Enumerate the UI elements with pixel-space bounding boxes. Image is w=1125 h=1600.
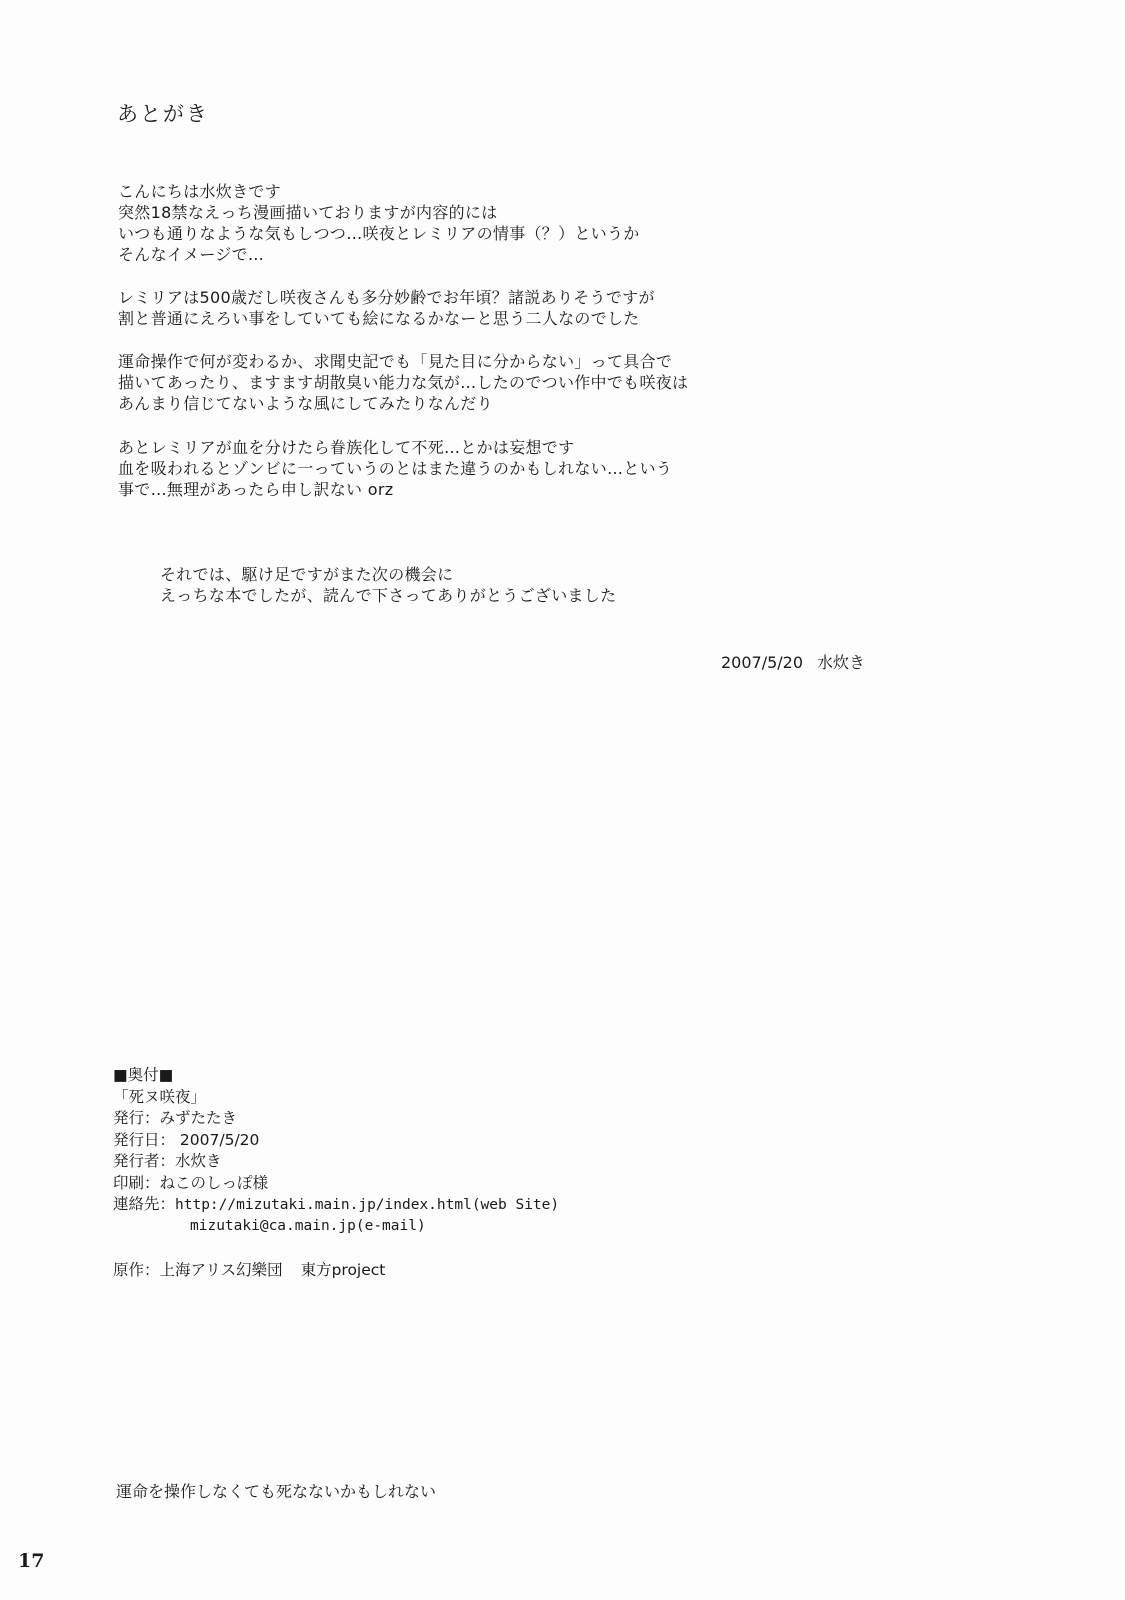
page-title: あとがき	[117, 102, 209, 126]
text-line: 運命操作で何が変わるか、求聞史記でも「見た目に分からない」って具合で	[118, 352, 673, 371]
colophon-date: 発行日： 2007/5/20	[113, 1130, 260, 1149]
colophon-title: 「死ヌ咲夜」	[113, 1087, 207, 1106]
text-line: あとレミリアが血を分けたら眷族化して不死…とかは妄想です	[118, 438, 575, 457]
text-line: あんまり信じてないような風にしてみたりなんだり	[118, 394, 493, 413]
text-line: レミリアは500歳だし咲夜さんも多分妙齢でお年頃？諸説ありそうですが	[118, 288, 655, 307]
afterword-paragraph-4	[118, 437, 672, 500]
original-work-label: 原作：上海アリス幻樂団	[113, 1261, 283, 1279]
signature-date: 2007/5/20	[721, 653, 804, 672]
afterword-paragraph-1	[118, 181, 640, 265]
text-line: そんなイメージで…	[118, 245, 265, 264]
text-line: 突然18禁なえっち漫画描いておりますが内容的には	[118, 203, 498, 222]
colophon-publisher: 発行：みずたたき	[113, 1109, 238, 1127]
signature-author: 水炊き	[817, 653, 866, 672]
contact-email: mizutaki@ca.main.jp(e-mail)	[190, 1217, 426, 1234]
original-work-project: 東方project	[300, 1261, 386, 1279]
afterword-paragraph-3	[118, 351, 688, 414]
text-line: 割と普通にえろい事をしていても絵になるかなーと思う二人なのでした	[118, 309, 640, 328]
colophon-heading: ■奥付■	[113, 1066, 174, 1084]
text-line: 血を吸われるとゾンビに一っていうのとはまた違うのかもしれない…という	[118, 459, 673, 478]
colophon-issuer: 発行者：水炊き	[113, 1152, 222, 1170]
signature	[721, 650, 865, 673]
closing-message	[160, 564, 616, 606]
afterword-paragraph-2	[118, 287, 655, 329]
tagline: 運命を操作しなくても死なないかもしれない	[116, 1482, 437, 1501]
contact-web: http://mizutaki.main.jp/index.html(web Site)	[175, 1197, 560, 1213]
text-line: 事で…無理があったら申し訳ない orz	[118, 480, 394, 499]
text-line: 描いてあったり、ますます胡散臭い能力な気が…したのでつい作中でも咲夜は	[118, 373, 689, 392]
contact-label: 連絡先：	[113, 1195, 176, 1213]
text-line: いつも通りなような気もしつつ…咲夜とレミリアの情事（？）というか	[118, 224, 640, 243]
original-work	[113, 1258, 385, 1280]
colophon	[113, 1065, 559, 1237]
page-number: 17	[18, 1550, 45, 1572]
colophon-printer: 印刷：ねこのしっぽ様	[113, 1173, 269, 1192]
colophon-contact	[113, 1194, 559, 1216]
text-line: えっちな本でしたが、読んで下さってありがとうございました	[160, 586, 617, 605]
text-line: それでは、駆け足ですがまた次の機会に	[160, 565, 454, 584]
text-line: こんにちは水炊きです	[118, 182, 282, 201]
